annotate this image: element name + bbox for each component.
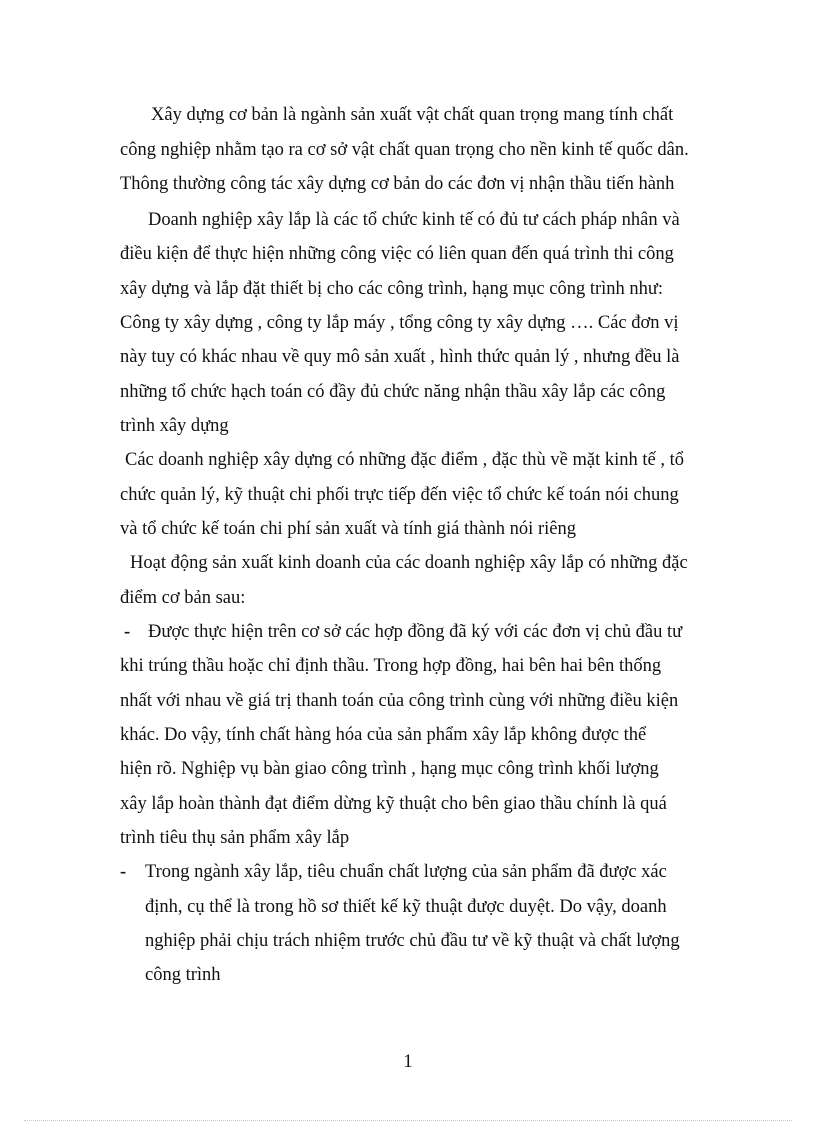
bullet-line: khi trúng thầu hoặc chỉ định thầu. Trong hợp đồng, hai bên hai bên thống [120, 656, 662, 676]
paragraph-line: và tổ chức kế toán chi phí sản xuất và tính giá thành nói riêng [120, 519, 576, 539]
paragraph-line: Thông thường công tác xây dựng cơ bản do các đơn vị nhận thầu tiến hành [120, 174, 675, 194]
bullet-line: Trong ngành xây lắp, tiêu chuẩn chất lượng của sản phẩm đã được xác [145, 862, 667, 882]
paragraph-line: chức quản lý, kỹ thuật chi phối trực tiếp đến việc tổ chức kế toán nói chung [120, 485, 679, 505]
bullet-line: công trình [145, 965, 221, 985]
paragraph-line: Xây dựng cơ bản là ngành sản xuất vật chất quan trọng mang tính chất [151, 105, 674, 125]
paragraph-line: này tuy có khác nhau về quy mô sản xuất , hình thức quản lý , nhưng đều là [120, 347, 680, 367]
paragraph-line: Doanh nghiệp xây lắp là các tổ chức kinh tế có đủ tư cách pháp nhân và [148, 210, 680, 230]
bullet-line: hiện rõ. Nghiệp vụ bàn giao công trình , hạng mục công trình khối lượng [120, 759, 659, 779]
bullet-line: Được thực hiện trên cơ sở các hợp đồng đã ký với các đơn vị chủ đầu tư [148, 622, 683, 642]
paragraph-line: công nghiệp nhằm tạo ra cơ sở vật chất quan trọng cho nền kinh tế quốc dân. [120, 140, 689, 160]
bullet-line: định, cụ thể là trong hồ sơ thiết kế kỹ thuật được duyệt. Do vậy, doanh [145, 897, 667, 917]
bullet-line: trình tiêu thụ sản phẩm xây lắp [120, 828, 350, 848]
bullet-marker: - [124, 622, 131, 642]
paragraph-line: Hoạt động sản xuất kinh doanh của các doanh nghiệp xây lắp có những đặc [130, 553, 688, 573]
paragraph-line: xây dựng và lắp đặt thiết bị cho các công trình, hạng mục công trình như: [120, 279, 664, 299]
paragraph-line: trình xây dựng [120, 416, 229, 436]
paragraph-line: Các doanh nghiệp xây dựng có những đặc điểm , đặc thù về mặt kinh tế , tổ [125, 450, 684, 470]
bullet-line: nghiệp phải chịu trách nhiệm trước chủ đầu tư về kỹ thuật và chất lượng [145, 931, 680, 951]
bullet-line: xây lắp hoàn thành đạt điểm dừng kỹ thuật cho bên giao thầu chính là quá [120, 794, 667, 814]
paragraph-line: điểm cơ bản sau: [120, 588, 246, 608]
paragraph-line: những tổ chức hạch toán có đầy đủ chức năng nhận thầu xây lắp các công [120, 382, 666, 402]
page-number: 1 [403, 1052, 413, 1072]
bullet-line: khác. Do vậy, tính chất hàng hóa của sản phẩm xây lắp không được thể [120, 725, 647, 745]
paragraph-line: điều kiện để thực hiện những công việc có liên quan đến quá trình thi công [120, 244, 674, 264]
paragraph-line: Công ty xây dựng , công ty lắp máy , tổng công ty xây dựng …. Các đơn vị [120, 313, 679, 333]
bullet-marker: - [120, 862, 127, 882]
bullet-line: nhất với nhau về giá trị thanh toán của công trình cùng với những điều kiện [120, 691, 679, 711]
page-bottom-divider [24, 1120, 792, 1121]
